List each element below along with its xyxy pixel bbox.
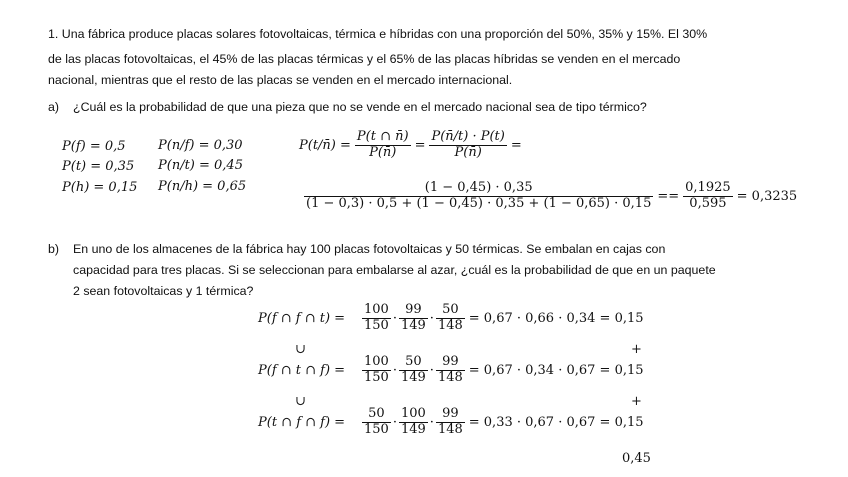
mult-dot: · bbox=[392, 414, 397, 430]
fraction-den: 150 bbox=[364, 421, 389, 437]
fraction-3 bbox=[436, 407, 465, 438]
union-symbol: ∪ bbox=[295, 342, 306, 357]
row-rhs: = 0,67 · 0,34 · 0,67 = 0,15 bbox=[468, 362, 644, 378]
row-lhs: P(t ∩ f ∩ f) = bbox=[258, 414, 346, 430]
fraction-2 bbox=[399, 303, 428, 334]
fraction-1 bbox=[362, 355, 391, 386]
fraction-num: 99 bbox=[436, 355, 465, 371]
fraction-den: P(n̄) bbox=[369, 144, 397, 160]
fraction-num: P(n̄/t) · P(t) bbox=[431, 129, 505, 144]
bayes-calculation bbox=[304, 181, 797, 212]
probability-row-fft bbox=[258, 303, 644, 334]
given-left-1: P(f) = 0,5 bbox=[62, 139, 126, 154]
part-b-label: b) bbox=[48, 242, 60, 256]
fraction-2 bbox=[399, 355, 428, 386]
mult-dot: · bbox=[392, 310, 397, 326]
fraction-num: 100 bbox=[400, 406, 426, 421]
fraction-num: 99 bbox=[436, 407, 465, 423]
equals-sign: = bbox=[510, 137, 522, 153]
fraction-num: 50 bbox=[399, 355, 428, 371]
part-a-label: a) bbox=[48, 100, 60, 114]
mult-dot: · bbox=[429, 414, 434, 430]
row-rhs: = 0,67 · 0,66 · 0,34 = 0,15 bbox=[468, 310, 644, 326]
fraction-den: 0,595 bbox=[689, 195, 727, 211]
fraction-num: 50 bbox=[362, 407, 391, 423]
total-probability: 0,45 bbox=[622, 451, 651, 466]
fraction-num: 100 bbox=[364, 302, 389, 317]
fraction-den: 150 bbox=[364, 369, 389, 385]
part-b-line-1: En uno de los almacenes de la fábrica hay 100 placas fotovoltaicas y 50 térmicas. Se embalan en cajas con bbox=[73, 242, 666, 256]
final-result: = 0,3235 bbox=[736, 188, 798, 204]
fraction-den: 149 bbox=[400, 317, 426, 333]
fraction-den: 149 bbox=[400, 421, 426, 437]
fraction-den: 150 bbox=[364, 317, 389, 333]
fraction-num: 0,1925 bbox=[685, 180, 731, 195]
part-b-line-2: capacidad para tres placas. Si se seleccionan para embalarse al azar, ¿cuál es la probabilidad de que en un paquete bbox=[73, 263, 716, 277]
given-right-2: P(n/t) = 0,45 bbox=[158, 158, 243, 173]
bayes-formula bbox=[299, 130, 522, 161]
problem-line-1: 1. Una fábrica produce placas solares fotovoltaicas, térmica e híbridas con una proporción del 50%, 35% y 15%. El 30% bbox=[48, 27, 708, 41]
given-right-1: P(n/f) = 0,30 bbox=[158, 138, 243, 153]
equals-sign: = bbox=[414, 137, 426, 153]
mult-dot: · bbox=[429, 310, 434, 326]
fraction-num: 100 bbox=[364, 354, 389, 369]
union-symbol: ∪ bbox=[295, 394, 306, 409]
mult-dot: · bbox=[392, 362, 397, 378]
given-right-3: P(n/h) = 0,65 bbox=[158, 179, 247, 194]
fraction-den: 148 bbox=[437, 317, 463, 333]
fraction-total-probability bbox=[304, 181, 653, 212]
fraction-num: 99 bbox=[399, 303, 428, 319]
part-a-question: ¿Cuál es la probabilidad de que una pieza que no se vende en el mercado nacional sea de tipo térmico? bbox=[73, 100, 647, 114]
part-b-line-3: 2 sean fotovoltaicas y 1 térmica? bbox=[73, 284, 254, 298]
mult-dot: · bbox=[429, 362, 434, 378]
given-left-3: P(h) = 0,15 bbox=[62, 180, 138, 195]
fraction-num: (1 − 0,45) · 0,35 bbox=[304, 181, 653, 197]
fraction-den: (1 − 0,3) · 0,5 + (1 − 0,45) · 0,35 + (1 − 0,65) · 0,15 bbox=[306, 195, 652, 211]
fraction-den: 148 bbox=[437, 369, 463, 385]
problem-line-2: de las placas fotovoltaicas, el 45% de las placas térmicas y el 65% de las placas híbridas se venden en el mercado bbox=[48, 52, 681, 66]
row-lhs: P(f ∩ f ∩ t) = bbox=[258, 310, 346, 326]
plus-symbol: + bbox=[631, 342, 642, 357]
probability-row-ftf bbox=[258, 355, 644, 386]
fraction-2 bbox=[399, 407, 428, 438]
bayes-lhs: P(t/n̄) = bbox=[299, 137, 351, 153]
fraction-3 bbox=[436, 355, 465, 386]
fraction-bayes bbox=[429, 130, 506, 161]
fraction-num: 50 bbox=[436, 303, 465, 319]
fraction-num: P(t ∩ n̄) bbox=[356, 129, 409, 144]
fraction-result bbox=[683, 181, 733, 212]
probability-row-tff bbox=[258, 407, 644, 438]
row-rhs: = 0,33 · 0,67 · 0,67 = 0,15 bbox=[468, 414, 644, 430]
fraction-den: 148 bbox=[437, 421, 463, 437]
double-equals-sign: == bbox=[657, 188, 680, 204]
plus-symbol: + bbox=[631, 394, 642, 409]
fraction-1 bbox=[362, 303, 391, 334]
fraction-den: 149 bbox=[400, 369, 426, 385]
fraction-1 bbox=[362, 407, 391, 438]
given-left-2: P(t) = 0,35 bbox=[62, 159, 135, 174]
fraction-3 bbox=[436, 303, 465, 334]
row-lhs: P(f ∩ t ∩ f) = bbox=[258, 362, 346, 378]
fraction-intersection bbox=[355, 130, 411, 161]
fraction-den: P(n̄) bbox=[454, 144, 482, 160]
problem-line-3: nacional, mientras que el resto de las placas se venden en el mercado internacional. bbox=[48, 73, 513, 87]
